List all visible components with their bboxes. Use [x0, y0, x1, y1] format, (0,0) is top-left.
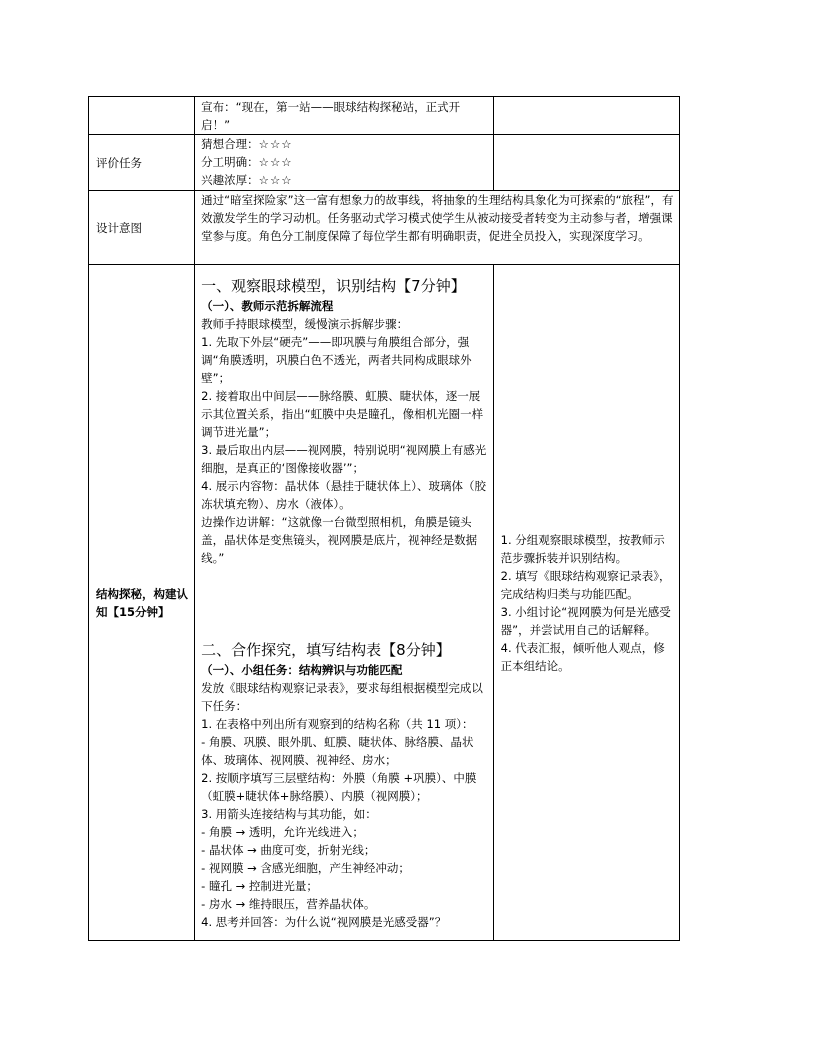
section2-line: - 角膜 → 透明，允许光线进入；: [201, 825, 364, 839]
star-rating-icon: ☆☆☆: [258, 173, 293, 187]
section1-line: 边操作边讲解：“这就像一台微型照相机，角膜是镜头盖，晶状体是变焦镜头，视网膜是底片，视神经是数据线。”: [201, 515, 478, 565]
design-label-cell: [89, 191, 195, 265]
section2-line: - 视网膜 → 含感光细胞，产生神经冲动；: [201, 861, 410, 875]
section1-line: 2. 接着取出中间层——脉络膜、虹膜、睫状体，逐一展示其位置关系，指出“虹膜中央是瞳孔，像相机光圈一样调节进光量”；: [201, 389, 484, 439]
section1-heading: 一、观察眼球模型，识别结构【7分钟】: [201, 277, 466, 295]
intro-label-cell: [89, 97, 195, 135]
section2-subheading: （一）、小组任务：结构辨识与功能匹配: [201, 663, 403, 677]
section2-heading: 二、合作探究，填写结构表【8分钟】: [201, 641, 451, 659]
star-rating-icon: ☆☆☆: [258, 137, 293, 151]
eval-row: [89, 135, 680, 191]
section2-line: 4. 思考并回答：为什么说“视网膜是光感受器”？: [201, 915, 447, 929]
design-text: 通过“暗室探险家”这一富有想象力的故事线，将抽象的生理结构具象化为可探索的“旅程”，有效激发学生的学习动机。任务驱动式学习模式使学生从被动接受者转变为主动参与者，增强课堂参与度。角色分工制度保障了每位学生都有明确职责，促进全员投入，实现深度学习。: [201, 193, 674, 243]
star-rating-icon: ☆☆☆: [258, 155, 293, 169]
section2-line: - 角膜、巩膜、眼外肌、虹膜、睫状体、脉络膜、晶状体、玻璃体、视网膜、视神经、房水；: [201, 735, 474, 767]
student-activity-item: 2. 填写《眼球结构观察记录表》，完成结构归类与功能匹配。: [500, 568, 671, 601]
section2-line: 3. 用箭头连接结构与其功能，如：: [201, 807, 377, 821]
student-activity-item: 4. 代表汇报，倾听他人观点，修正本组结论。: [500, 640, 665, 673]
design-content-cell: [195, 191, 680, 265]
structure-row: [89, 265, 680, 941]
eval-item: [201, 135, 488, 153]
eval-label: 评价任务: [96, 155, 142, 170]
section2-line: 1. 在表格中列出所有观察到的结构名称（共 11 项）：: [201, 717, 474, 731]
section2-line: - 房水 → 维持眼压，营养晶状体。: [201, 897, 376, 911]
eval-item: [201, 153, 488, 171]
intro-row: [89, 97, 680, 135]
eval-label-cell: [89, 135, 195, 191]
intro-text: 宣布：“现在，第一站——眼球结构探秘站，正式开启！”: [201, 100, 461, 132]
eval-item-text: 分工明确：: [201, 155, 259, 169]
spacer: [201, 567, 488, 629]
structure-label-cell: [89, 265, 195, 941]
section2-line: - 晶状体 → 曲度可变，折射光线；: [201, 843, 376, 857]
section1-line: 1. 先取下外层“硬壳”——即巩膜与角膜组合部分，强调“角膜透明，巩膜白色不透光，两者共同构成眼球外壁”；: [201, 335, 472, 385]
eval-right-cell: [493, 135, 679, 191]
design-row: [89, 191, 680, 265]
section2-line: 发放《眼球结构观察记录表》，要求每组根据模型完成以下任务：: [201, 681, 483, 713]
lesson-plan-table: [88, 96, 680, 941]
structure-label: 结构探秘，构建认知【15分钟】: [96, 586, 188, 619]
section1-line: 4. 展示内容物：晶状体（悬挂于睫状体上）、玻璃体（胶冻状填充物）、房水（液体）。: [201, 479, 487, 511]
student-activity-cell: [493, 265, 679, 941]
section2-line: - 瞳孔 → 控制进光量；: [201, 879, 318, 893]
eval-item-text: 猜想合理：: [201, 137, 259, 151]
section1-line: 教师手持眼球模型，缓慢演示拆解步骤：: [201, 317, 409, 331]
student-activity-item: 3. 小组讨论“视网膜为何是光感受器”，并尝试用自己的话解释。: [500, 604, 671, 637]
section2-line: 2. 按顺序填写三层壁结构：外膜（角膜 +巩膜）、中膜（虹膜+睫状体+脉络膜）、内膜（视网膜）；: [201, 771, 477, 803]
section1-subheading: （一）、教师示范拆解流程: [201, 299, 334, 313]
structure-content-cell: [195, 265, 494, 941]
eval-content-cell: [195, 135, 494, 191]
section1-line: 3. 最后取出内层——视网膜，特别说明“视网膜上有感光细胞，是真正的‘图像接收器’”；: [201, 443, 487, 475]
eval-item: [201, 171, 488, 189]
design-label: 设计意图: [96, 220, 142, 235]
eval-item-text: 兴趣浓厚：: [201, 173, 259, 187]
student-activity-item: 1. 分组观察眼球模型，按教师示范步骤拆装并识别结构。: [500, 532, 665, 565]
intro-content-cell: [195, 97, 494, 135]
intro-right-cell: [493, 97, 679, 135]
